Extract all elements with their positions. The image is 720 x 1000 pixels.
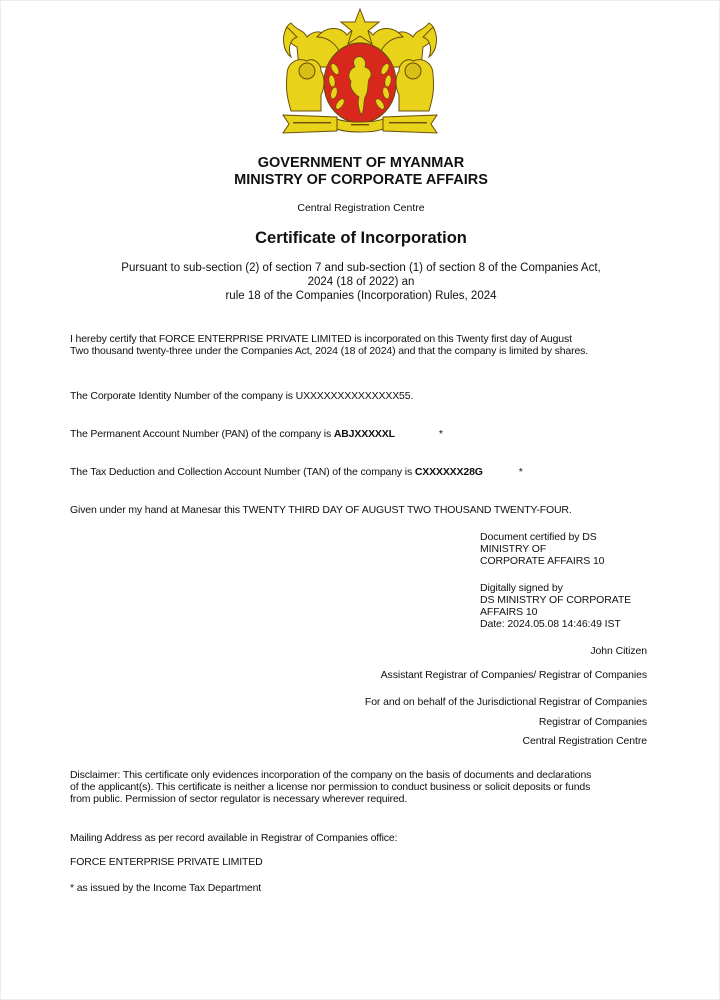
pan-statement — [70, 428, 670, 440]
income-tax-footnote: * as issued by the Income Tax Department — [70, 882, 262, 894]
certification-line-2: Two thousand twenty-three under the Companies Act, 2024 (18 of 2024) and that the company is limited by shares. — [70, 345, 588, 357]
registrar-line: Registrar of Companies — [538, 716, 647, 728]
pan-value: ABJXXXXXL — [333, 428, 395, 440]
certificate-title: Certificate of Incorporation — [255, 229, 467, 247]
disclaimer-line-1: Disclaimer: This certificate only evidences incorporation of the company on the basis of documents and declarations — [70, 769, 592, 781]
certified-line-2: MINISTRY OF — [480, 543, 547, 555]
cin-value: UXXXXXXXXXXXXXX55 — [295, 390, 411, 402]
tan-footnote-mark: * — [518, 466, 523, 478]
cin-suffix: . — [410, 390, 414, 402]
pursuant-line-3: rule 18 of the Companies (Incorporation) Rules, 2024 — [225, 290, 497, 302]
tan-value: CXXXXXX28G — [414, 466, 483, 478]
government-heading: GOVERNMENT OF MYANMAR — [257, 155, 465, 171]
cin-statement — [70, 390, 670, 402]
certified-line-3: CORPORATE AFFAIRS 10 — [480, 555, 605, 567]
myanmar-state-emblem-icon — [277, 7, 443, 137]
tan-label: The Tax Deduction and Collection Account Number (TAN) of the company is — [70, 466, 415, 478]
registration-centre-line: Central Registration Centre — [522, 735, 647, 747]
certification-line-1: I hereby certify that FORCE ENTERPRISE PRIVATE LIMITED is incorporated on this Twenty first day of August — [70, 333, 572, 345]
mailing-address-value: FORCE ENTERPRISE PRIVATE LIMITED — [70, 856, 263, 868]
signatory-name: John Citizen — [590, 645, 647, 657]
pursuant-line-1: Pursuant to sub-section (2) of section 7 and sub-section (1) of section 8 of the Companies Act, — [121, 262, 601, 274]
digital-signature-block[interactable] — [480, 582, 680, 630]
disclaimer — [70, 769, 690, 805]
digital-line-2: DS MINISTRY OF CORPORATE — [480, 594, 632, 606]
tan-statement — [70, 466, 670, 478]
signatory-designation: Assistant Registrar of Companies/ Registrar of Companies — [380, 669, 647, 681]
certified-line-1: Document certified by DS — [480, 531, 597, 543]
pursuant-line-2: 2024 (18 of 2022) an — [307, 276, 415, 288]
office-name: Central Registration Centre — [297, 202, 425, 214]
pan-label: The Permanent Account Number (PAN) of the company is — [70, 428, 334, 440]
digital-line-1: Digitally signed by — [480, 582, 563, 594]
given-under-hand: Given under my hand at Manesar this TWENTY THIRD DAY OF AUGUST TWO THOUSAND TWENTY-FOUR. — [70, 504, 572, 516]
ministry-heading: MINISTRY OF CORPORATE AFFAIRS — [234, 172, 488, 188]
cin-label: The Corporate Identity Number of the company is — [70, 390, 296, 402]
document-certified-block — [480, 531, 680, 567]
disclaimer-line-3: from public. Permission of sector regulator is necessary wherever required. — [70, 793, 408, 805]
on-behalf-line: For and on behalf of the Jurisdictional Registrar of Companies — [364, 696, 647, 708]
pan-footnote-mark: * — [438, 428, 443, 440]
signature-date: Date: 2024.05.08 14:46:49 IST — [480, 618, 621, 630]
disclaimer-line-2: of the applicant(s). This certificate is neither a license nor permission to conduct business or solicit deposits or funds — [70, 781, 591, 793]
mailing-address-label: Mailing Address as per record available in Registrar of Companies office: — [70, 832, 398, 844]
digital-line-3: AFFAIRS 10 — [480, 606, 538, 618]
certification-statement — [70, 333, 670, 357]
